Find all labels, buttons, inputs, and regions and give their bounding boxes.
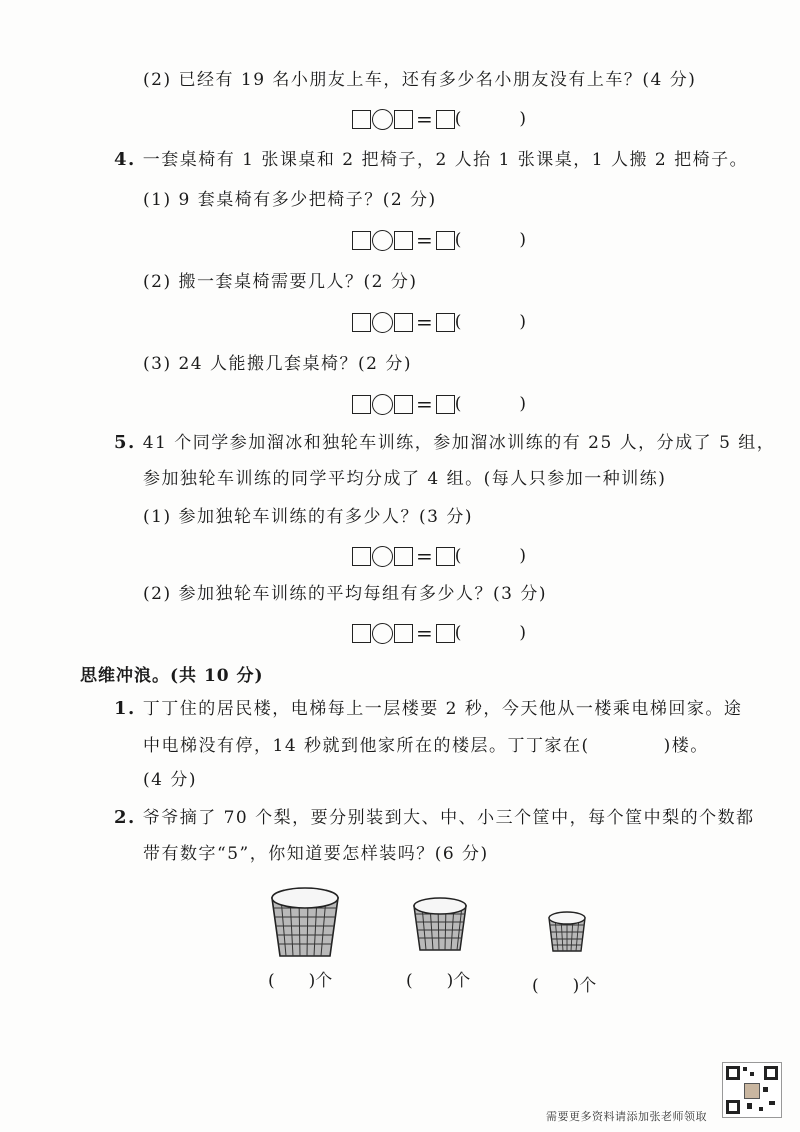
equals-sign: = [416, 310, 433, 334]
equals-sign: = [416, 392, 433, 416]
question-text: 一套桌椅有 1 张课桌和 2 把椅子，2 人抬 1 张课桌，1 人搬 2 把椅子。 [142, 150, 749, 170]
formula-row [352, 543, 526, 569]
s1-line3: (4 分) [143, 770, 197, 790]
q3-sub2-text: (2) 已经有 19 名小朋友上车，还有多少名小朋友没有上车？(4 分) [143, 70, 697, 90]
q4-sub2-text: (2) 搬一套桌椅需要几人？(2 分) [143, 272, 418, 292]
question-text: 41 个同学参加溜冰和独轮车训练，参加溜冰训练的有 25 人，分成了 5 组， [142, 433, 776, 453]
unit-open-paren: ( [454, 230, 462, 250]
unit-open-paren: ( [454, 109, 462, 129]
answer-box[interactable] [394, 110, 413, 129]
equals-sign: = [416, 544, 433, 568]
answer-box[interactable] [436, 231, 455, 250]
answer-box[interactable] [436, 313, 455, 332]
small-basket-icon [544, 908, 590, 954]
q5-sub1-text: (1) 参加独轮车训练的有多少人？(3 分) [143, 507, 473, 527]
question-text: 丁丁住的居民楼，电梯每上一层楼要 2 秒，今天他从一楼乘电梯回家。途 [142, 699, 743, 719]
q5-stem-line2: 参加独轮车训练的同学平均分成了 4 组。(每人只参加一种训练) [143, 469, 667, 489]
s1-line2: 中电梯没有停，14 秒就到他家所在的楼层。丁丁家在( )楼。 [143, 736, 709, 756]
medium-basket-icon [406, 892, 474, 954]
answer-box[interactable] [436, 395, 455, 414]
unit-open-paren: ( [454, 312, 462, 332]
answer-box[interactable] [436, 624, 455, 643]
medium-basket-label[interactable]: ( )个 [406, 971, 471, 991]
footer-note: 需要更多资料请添加张老师领取 [546, 1110, 707, 1123]
unit-close-paren: ) [519, 546, 527, 566]
answer-box[interactable] [352, 231, 371, 250]
s2-line2: 带有数字“5”，你知道要怎样装吗？(6 分) [143, 844, 489, 864]
operator-circle[interactable] [372, 623, 393, 644]
unit-open-paren: ( [454, 394, 462, 414]
question-number: 4. [114, 149, 136, 170]
formula-row [352, 620, 526, 646]
unit-open-paren: ( [454, 546, 462, 566]
question-number: 1. [114, 698, 136, 719]
answer-box[interactable] [394, 547, 413, 566]
answer-box[interactable] [352, 313, 371, 332]
answer-box[interactable] [394, 231, 413, 250]
equals-sign: = [416, 621, 433, 645]
answer-box[interactable] [352, 110, 371, 129]
equals-sign: = [416, 228, 433, 252]
question-number: 2. [114, 807, 136, 828]
unit-close-paren: ) [519, 623, 527, 643]
answer-box[interactable] [436, 110, 455, 129]
q5-stem-line1 [114, 431, 775, 455]
operator-circle[interactable] [372, 109, 393, 130]
q4-stem [114, 148, 748, 172]
formula-row [352, 391, 526, 417]
section-title: 思维冲浪。(共 10 分) [80, 666, 264, 686]
answer-box[interactable] [394, 624, 413, 643]
operator-circle[interactable] [372, 312, 393, 333]
question-text: 爷爷摘了 70 个梨，要分别装到大、中、小三个筐中，每个筐中梨的个数都 [142, 808, 755, 828]
unit-close-paren: ) [519, 109, 527, 129]
operator-circle[interactable] [372, 394, 393, 415]
answer-box[interactable] [436, 547, 455, 566]
equals-sign: = [416, 107, 433, 131]
large-basket-icon [262, 880, 348, 960]
s2-line1 [114, 806, 755, 830]
unit-close-paren: ) [519, 394, 527, 414]
formula-row [352, 309, 526, 335]
small-basket-label[interactable]: ( )个 [532, 976, 597, 996]
operator-circle[interactable] [372, 230, 393, 251]
formula-row [352, 106, 526, 132]
unit-open-paren: ( [454, 623, 462, 643]
answer-box[interactable] [394, 313, 413, 332]
qr-code-icon [722, 1062, 782, 1118]
s1-line1 [114, 697, 742, 721]
answer-box[interactable] [352, 547, 371, 566]
answer-box[interactable] [352, 624, 371, 643]
answer-box[interactable] [394, 395, 413, 414]
answer-box[interactable] [352, 395, 371, 414]
q5-sub2-text: (2) 参加独轮车训练的平均每组有多少人？(3 分) [143, 584, 547, 604]
formula-row [352, 227, 526, 253]
q4-sub3-text: (3) 24 人能搬几套桌椅？(2 分) [143, 354, 413, 374]
q4-sub1-text: (1) 9 套桌椅有多少把椅子？(2 分) [143, 190, 437, 210]
unit-close-paren: ) [519, 230, 527, 250]
unit-close-paren: ) [519, 312, 527, 332]
question-number: 5. [114, 432, 136, 453]
large-basket-label[interactable]: ( )个 [268, 971, 333, 991]
operator-circle[interactable] [372, 546, 393, 567]
